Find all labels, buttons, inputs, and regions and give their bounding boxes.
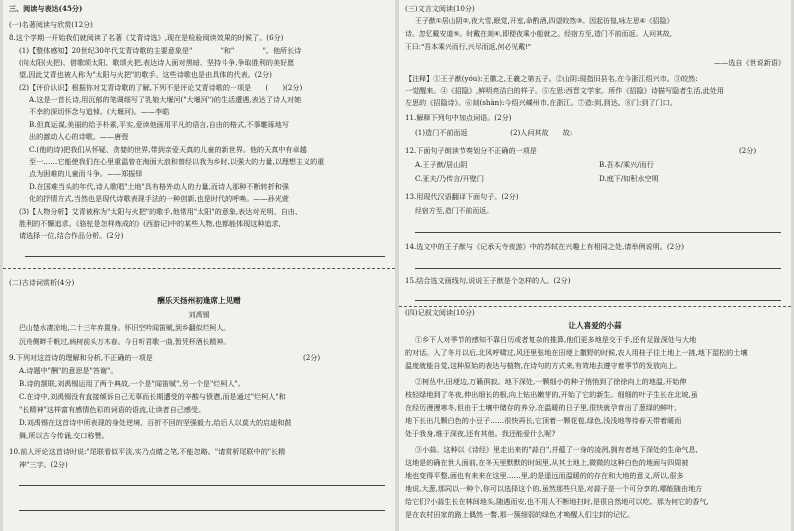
notes-line: 左思的《招隐诗》。⑥剡(shàn):今绍兴嵊州市,在浙江。⑦造:到,到达。⑧门:到了门口。	[405, 98, 677, 107]
answer-line	[25, 256, 385, 257]
poem-title: 酬乐天扬州初逢席上见赠	[157, 296, 241, 305]
q8-part1-line: (向太阳(火把)、借歌颂太阳、歌颂火把,表达诗人面对黑暗、坚持斗争,争取胜利的美好愿	[19, 58, 295, 67]
q12-option-b: B.吾本/乘兴/而行	[599, 160, 654, 169]
q10-stem: 10.前人评论这首诗时说:"尾联看似平淡,实乃点睛之笔,不能忽略。"请赏析尾联中的"长精	[9, 447, 286, 456]
passage-line: 王子猷①居山阴②,夜大雪,眠觉,开室,命酌酒,四望皎然③。因起彷徨,咏左思④《招隐》	[415, 17, 674, 25]
q13-stem: 13.用现代汉语翻译下面句子。(2分)	[405, 192, 519, 201]
q8-part2: (2)【评价认识】根据你对艾青诗歌的了解,下列不是评论艾青诗歌的一项是 ( )(2分)	[19, 83, 303, 92]
section-divider	[399, 306, 791, 307]
essay-title: 让人喜爱的小蒜	[568, 321, 622, 330]
q12-option-c: C.亚夫/乃传言/开壁门	[415, 174, 484, 183]
q8-option-c: C.(他的诗)把我们从怀疑、贪婪的世界,带到亲爱天真的儿童的新世界。他的天真中有卓越	[29, 145, 307, 154]
q9-points: (2分)	[303, 353, 321, 362]
essay-paragraph-line: 这地是的确在世人面前,在冬天里默默的时间里,从其土地上,微微的这种白色的地面与四周被	[405, 458, 689, 467]
essay-paragraph-line: 是在农村田家的路上偶然一瞥,那一簇细弱的绿色才唤醒人们尘封的记忆。	[405, 510, 635, 519]
passage-line: 诗。忽忆戴安道⑤。时戴在剡⑥,即便夜乘小船就之。经宿方至,造门不前而返。人问其故,	[405, 30, 672, 38]
q9-option-c-cont: "长精神"这样富有感情色彩的词语的语流,让读者自己感受。	[19, 405, 206, 414]
q12-option-a: A.王子猷/居山阴	[415, 160, 468, 169]
essay-paragraph-line: ②树丛中,田埂边,万籁俱寂。地下深处,一颗细小的种子悄悄到了徐徐向上的地温,开始伸	[415, 377, 687, 386]
left-exam-page	[3, 0, 395, 531]
q8-option-b-cont: 出的激动人心的诗歌。——唐弢	[29, 132, 129, 141]
answer-line	[415, 232, 781, 233]
notes-line: 一觉醒来。④《招隐》,鲜明亮洁白的样子。⑤左思:西晋文学家。所作《招隐》诗描写隐者生活,此处用	[405, 86, 725, 95]
section-title: 三、阅读与表达(45分)	[9, 4, 83, 13]
q8-part3-cont: 胜利的不懈追求。《骆驼是怎样炼成的》(西游记)中的某些人物,也都能体现这种追求,	[19, 219, 281, 228]
q8-option-c-cont: 至一……它能使我们在心里重温曾在海面大浪和曾经以我为乡时,以强大的力量,以理想主义的重	[29, 157, 325, 166]
q12-option-d: D.庭下/如积水空明	[599, 174, 659, 183]
essay-paragraph-line: 枝轻绿地到了冬夜,伸出细长的根,向上钻出嫩芽的,开始了它的新生。细细的叶子生长在北坡,虽	[405, 390, 698, 399]
essay-paragraph-line: ③小蒜。这种以《诗经》里走出来的"蒜白",并蕴了一身的凌冽,拥有者地下深处的生命气息,	[415, 445, 698, 454]
q14-stem: 14.选文中的王子猷与《记承天寺夜游》中的苏轼在兴趣上有相同之处,请举例说明。(2分)	[405, 242, 684, 251]
essay-paragraph-line: 地说,大葱,那同以一种个,你可以选择这个的,虽然那些只是,对蒜子是一个可分享的,哪能随由地方	[405, 484, 703, 493]
q8-stem: 8.这个学期一开始我们就阅读了名著《艾青诗选》,现在是检验阅读效果的时候了。(6分)	[9, 33, 284, 42]
essay-paragraph-line: 地也变得平整,面也有来来在这里……里,的是遥远而温暖的的存在和大地的意义,所以,很多	[405, 471, 684, 480]
answer-line	[19, 510, 385, 511]
q12-stem: 12.下面句子朗读节奏划分不正确的一项是	[405, 146, 537, 155]
q13-sentence: 经宿方至,造门不前而返。	[415, 207, 493, 215]
q8-option-d: D.在国难当头的年代,诗人歌唱"土地"具有格外动人的力量,而诗人那种不断转折和强	[29, 182, 289, 191]
q8-part1: (1)【整体感知】20世纪30年代艾青诗歌的主要意象是" "和" "。他所长诗	[19, 46, 302, 55]
q8-option-a: A.这是一首长诗,用沉郁的笔调细写了乳娘大堰河("大堰河")的生活遭遇,表达了诗人对她	[29, 95, 302, 104]
part3-title: (三)文言文阅读(10分)	[405, 4, 475, 13]
section-divider	[3, 268, 395, 269]
part1-title: (一)名著阅读与欣赏(12分)	[9, 20, 93, 29]
answer-line	[415, 268, 781, 269]
poem-line: 巴山楚水凄凉地,二十三年弃置身。怀旧空吟闻笛赋,到乡翻似烂柯人。	[19, 324, 231, 332]
q15-stem: 15.结合选文画线句,说说王子猷是个怎样的人。(2分)	[405, 276, 571, 285]
q11-items: (1)造门不前而返 (2)人问其故 故:	[415, 128, 573, 137]
essay-paragraph-line: 在经历漫漫寒冬,但由于土壤中储存的养分,在温暖的日子里,很快就孕育出了葱绿的鲜叶,	[405, 403, 677, 412]
q9-option-c: C.在诗中,刘禹锡没有直接倾诉自己无辜而长期遭受的辛酸与愤懑,而是通过"烂柯人"和	[19, 392, 286, 401]
q8-part3-cont: 请选择一位,结合作品分析。(2分)	[19, 231, 124, 240]
q9-stem: 9.下列对这首诗的理解和分析,不正确的一项是	[9, 353, 153, 362]
essay-paragraph-line: 的对话。入了冬月以后,北风呼啸过,风还里张地在田埂上撒野的时候,农人用桂子往土地上一挑,地下湿松的土壤	[405, 348, 748, 357]
q12-points: (2分)	[739, 146, 757, 155]
essay-paragraph-line: ①乡下人对季节的感知不靠日历或者复杂的推算,他们更多地是交于手,还有足趾深处与大地	[415, 335, 697, 344]
q9-option-d-cont: 舞,所以古今传诵,交口称赞。	[19, 431, 109, 440]
q10-stem-cont: 神"三字。(2分)	[19, 460, 68, 469]
q8-option-d-cont: 化的抒情方式,当然也是现代诗歌表现手法的一种创新,也是时代的呼唤。——孙光萱	[29, 194, 289, 203]
q8-option-a-cont: 不幸的深切怀念与追悼。(大堰河)。——李皓	[29, 107, 170, 116]
essay-paragraph-line: 温度就能自觉,这种原始的表达与植物,在诗句的方式来,有效地去遵守着季节的发放向上。	[405, 361, 682, 370]
q8-option-b: B.但真运谋,美丽的给予朴素,平实,爱读他画用平凡的语言,自由的格式,不事雕琢地写	[29, 120, 289, 129]
q8-part3: (3)【人物分析】艾青被称为"太阳与火把"的歌手,他常用"太阳"的意象,表达对光明、自由、	[19, 207, 302, 216]
passage-source: ——选自《世说新语》	[714, 58, 785, 67]
passage-line: 王曰:"吾本乘兴而行,兴尽而返,何必见戴!"	[405, 43, 532, 51]
answer-line	[415, 300, 781, 301]
part2-title: (二)古诗词赏析(4分)	[9, 278, 75, 287]
essay-paragraph-line: 给它们?小蒜生长在林间地头,随遇而安,也不用人不断地扫时,是很自然地可以吃。那为何它的香气,	[405, 497, 709, 506]
q11-stem: 11.解释下列句中加点词语。(2分)	[405, 113, 512, 122]
essay-paragraph-line: 处于我身,维于深夜,还有其他。我还能爱什么呢?	[405, 429, 556, 438]
q9-option-a: A.诗题中"酬"的意思是"答谢"。	[19, 366, 118, 375]
poem-line: 沉舟侧畔千帆过,病树前头万木春。今日听君歌一曲,暂凭杯酒长精神。	[19, 338, 231, 346]
q9-option-b: B.诗的颔联,刘禹锡运用了两个典故,一个是"闻笛赋",另一个是"烂柯人"。	[19, 379, 245, 388]
q8-option-c-cont: 点为困难的儿童而斗争。——郑振铎	[29, 169, 143, 178]
essay-paragraph-line: 地下长出几颗白色的小豆子……很快再长,它顶着一颗花苞,绿色,浅浅地等待春天带着暖而	[405, 416, 682, 425]
answer-line	[19, 485, 385, 486]
part4-title: (四)记叙文阅读(10分)	[405, 308, 475, 317]
q8-part1-line: 望,因此艾青也被人称为"太阳与火把"的歌手。这些诗歌也是由具体的代表。(2分)	[19, 70, 272, 79]
q9-option-d: D.刘禹锡在这首诗中所表现的身处逆境、百折不回的坚强毅力,给后人以莫大的启迪和鼓	[19, 418, 292, 427]
notes-line: 【注释】①王子猷(yóu):王徽之,王羲之第五子。②山阴:现指旧县名,在今浙江绍兴市。③皎然:	[405, 74, 698, 83]
right-exam-page	[399, 0, 791, 531]
poem-author: 刘禹锡	[188, 310, 210, 319]
